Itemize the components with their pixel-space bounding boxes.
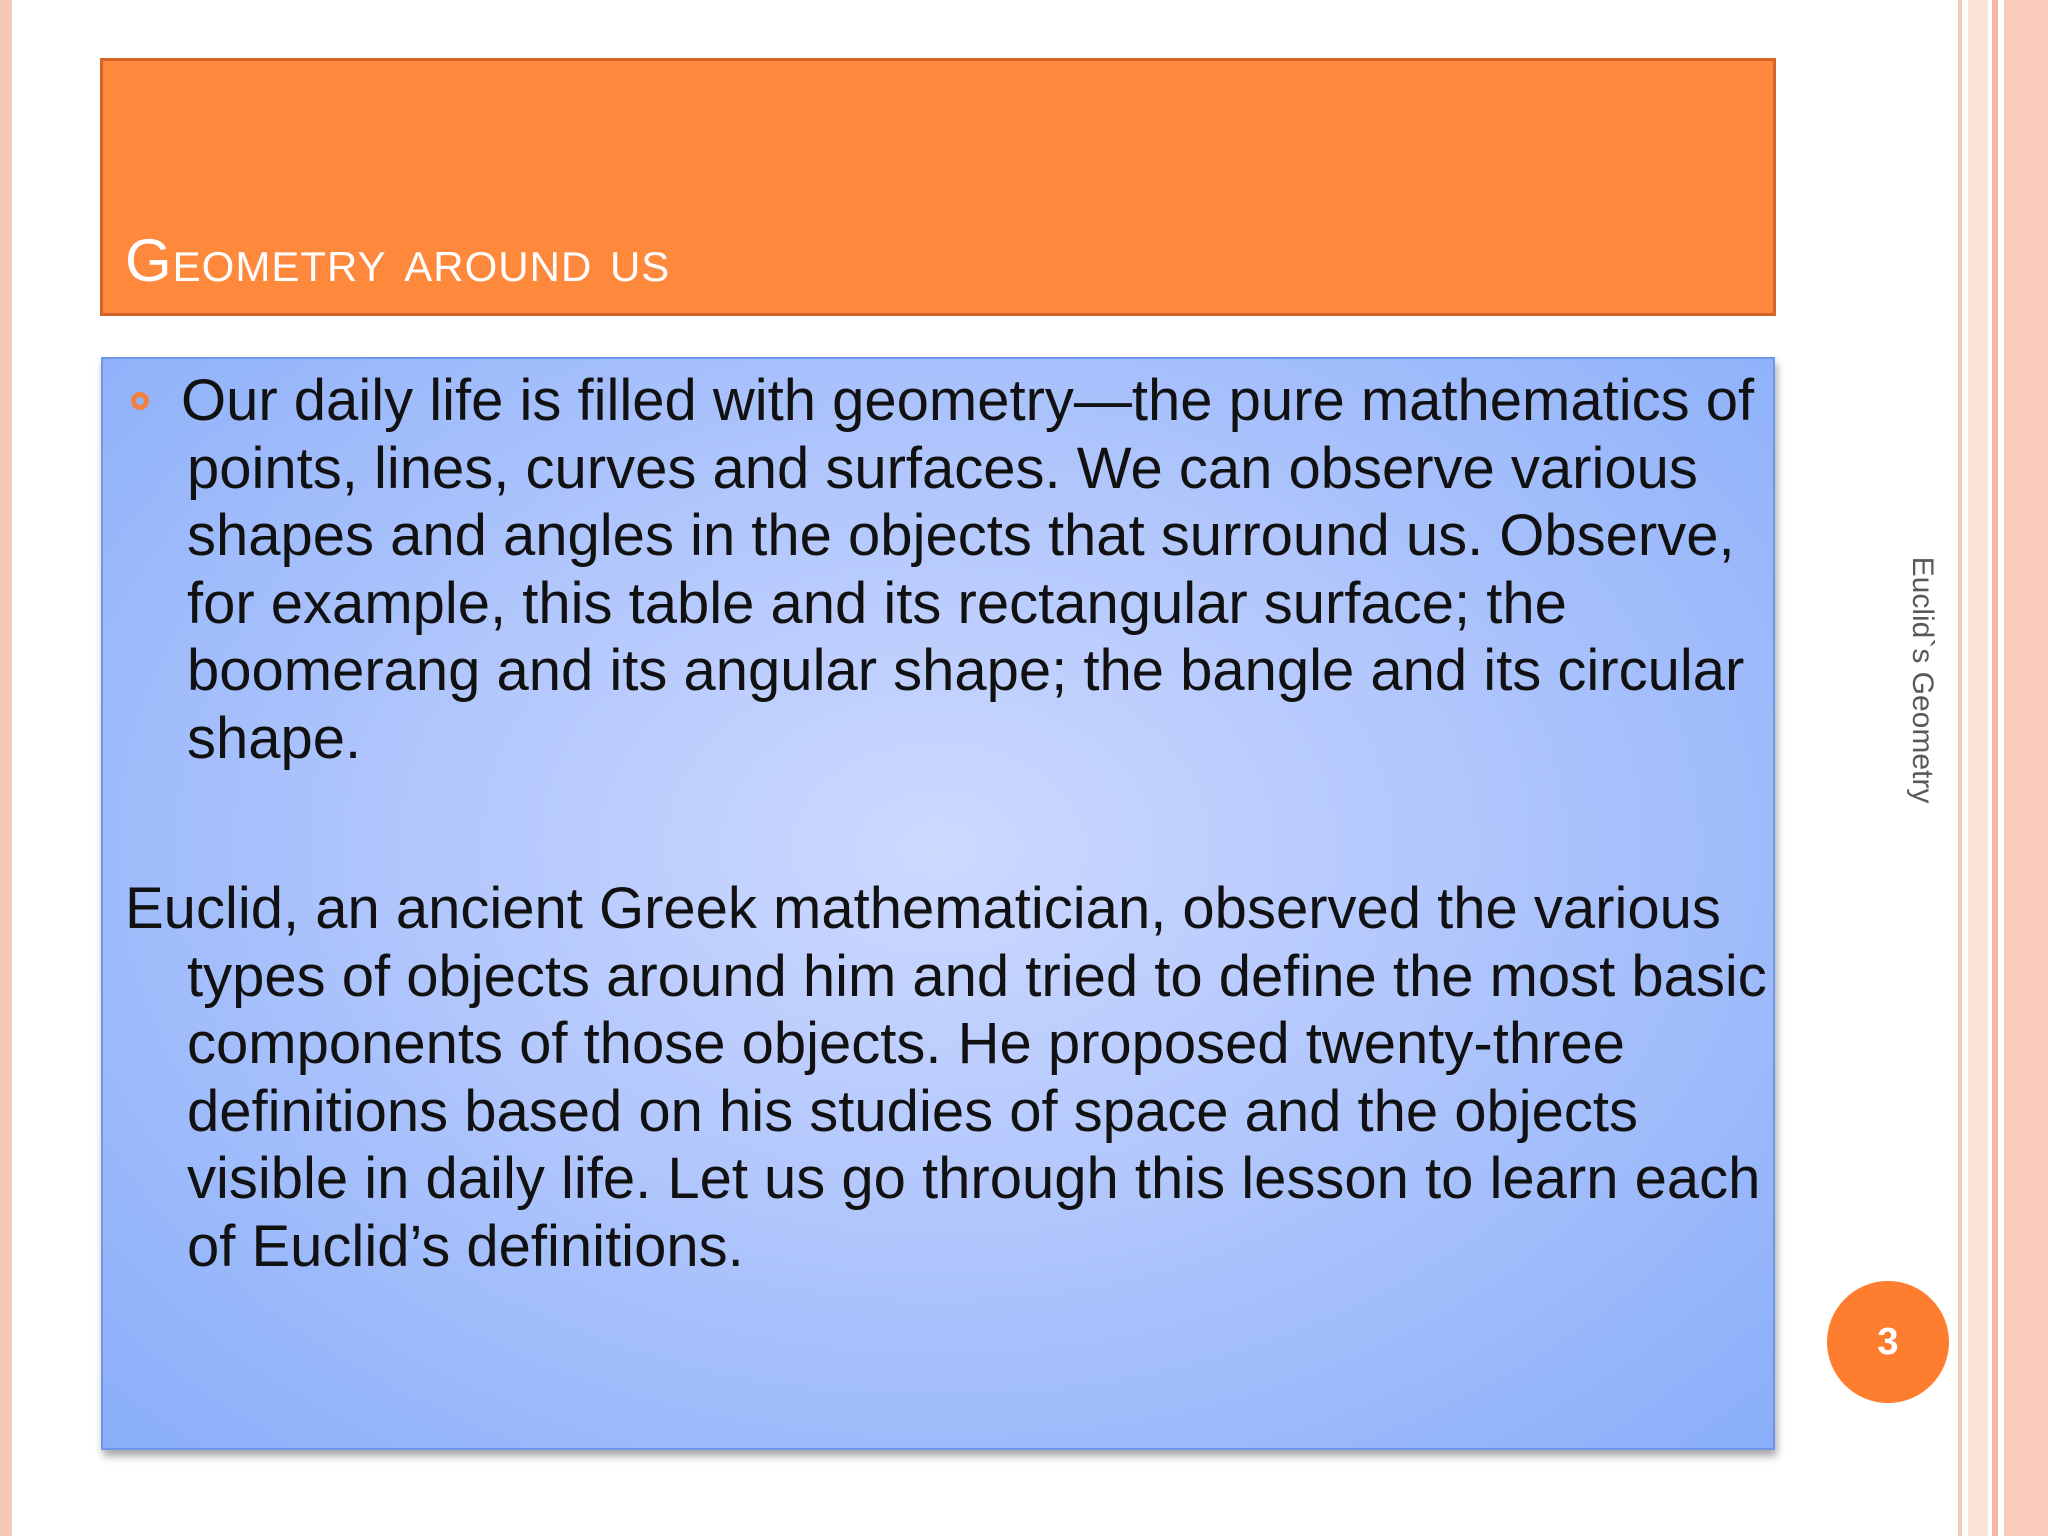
- left-border-stripe: [0, 0, 12, 1536]
- right-border-stripe: [1958, 0, 1962, 1536]
- ring-bullet-icon: [131, 392, 149, 410]
- paragraph-text: Our daily life is filled with geometry—the pure mathematics of points, lines, curves and surfaces. We can observe various shapes and angles in the objects that surround us. Observe, for example, this table and its rectangular surface; the boomerang and its angular shape; the bangle and its circular shape.: [181, 368, 1755, 771]
- bullet-paragraph: [125, 367, 1807, 772]
- slide-title-bar: [100, 58, 1776, 316]
- footer-label: Euclid`s Geometry: [1906, 556, 1939, 804]
- page-number: 3: [1877, 1320, 1899, 1363]
- right-border-stripe: [2004, 0, 2048, 1536]
- right-border-stripe: [1992, 0, 1998, 1536]
- page-number-badge: [1827, 1281, 1949, 1403]
- right-border-stripe: [1968, 0, 1988, 1536]
- slide-title: Geometry around us: [125, 227, 671, 294]
- body-paragraph: [125, 875, 1807, 1280]
- slide-content-box: [101, 357, 1775, 1450]
- paragraph-text: Euclid, an ancient Greek mathematician, observed the various types of objects around him and tried to define the most basic components of those objects. He proposed twenty-three definitions based on his studies of space and the objects visible in daily life. Let us go through this lesson to learn each of Euclid’s definitions.: [125, 876, 1767, 1279]
